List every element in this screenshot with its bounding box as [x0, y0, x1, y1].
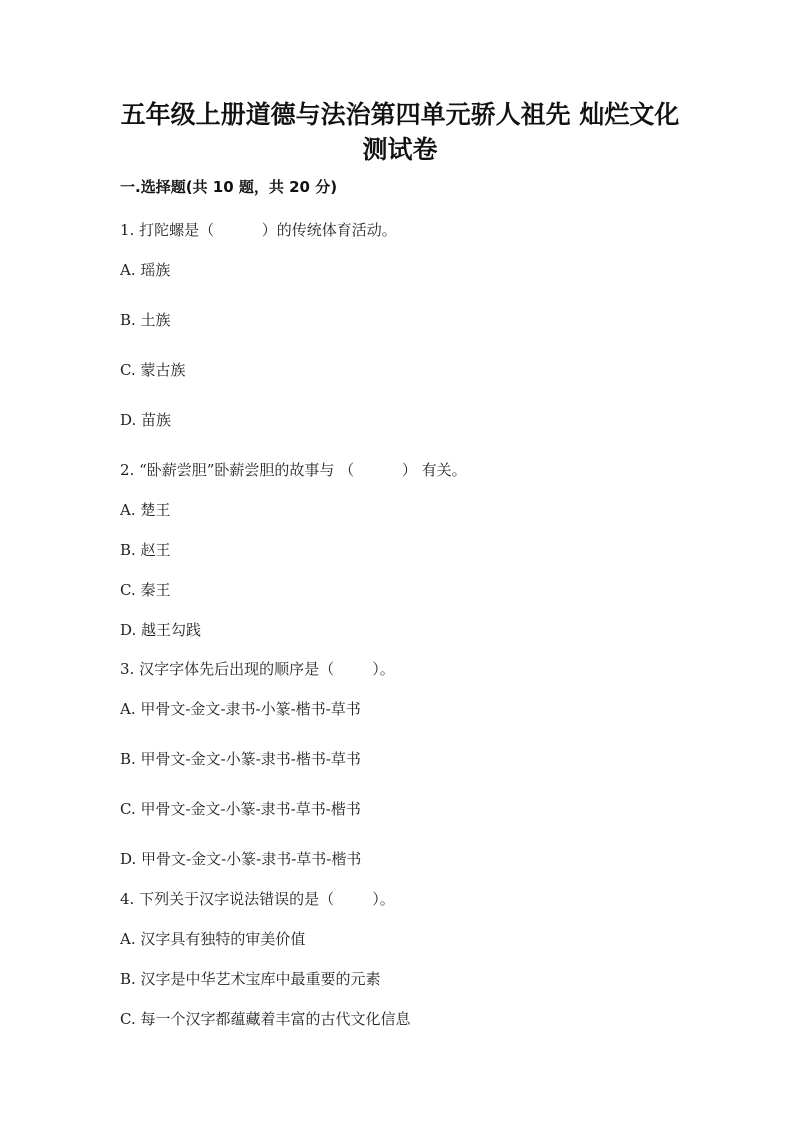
page-title-line2: 测试卷: [362, 135, 438, 164]
question-1-stem: 1. 打陀螺是（ ）的传统体育活动。: [120, 221, 397, 239]
question-3-option-d: D. 甲骨文-金文-小篆-隶书-草书-楷书: [120, 850, 362, 868]
question-2-option-d: D. 越王勾践: [120, 621, 202, 639]
question-2-option-b: B. 赵王: [120, 541, 171, 559]
question-2-stem: 2. “卧薪尝胆”卧薪尝胆的故事与 （ ） 有关。: [120, 461, 467, 479]
question-4-option-c: C. 每一个汉字都蕴藏着丰富的古代文化信息: [120, 1010, 411, 1028]
question-1-option-d: D. 苗族: [120, 411, 172, 429]
question-1-option-b: B. 土族: [120, 311, 171, 329]
page-title-line1: 五年级上册道德与法治第四单元骄人祖先 灿烂文化: [120, 100, 680, 129]
question-1-option-a: A. 瑶族: [120, 261, 171, 279]
question-1-option-c: C. 蒙古族: [120, 361, 186, 379]
question-4-option-b: B. 汉字是中华艺术宝库中最重要的元素: [120, 970, 381, 988]
question-3-option-c: C. 甲骨文-金文-小篆-隶书-草书-楷书: [120, 800, 361, 818]
question-3-option-a: A. 甲骨文-金文-隶书-小篆-楷书-草书: [120, 700, 361, 718]
question-3-option-b: B. 甲骨文-金文-小篆-隶书-楷书-草书: [120, 750, 361, 768]
question-3-stem: 3. 汉字字体先后出现的顺序是（ ）。: [120, 660, 395, 678]
question-4-stem: 4. 下列关于汉字说法错误的是（ ）。: [120, 890, 395, 908]
question-2-option-a: A. 楚王: [120, 501, 171, 519]
section-heading: 一.选择题(共 10 题，共 20 分): [120, 178, 338, 196]
question-4-option-a: A. 汉字具有独特的审美价值: [120, 930, 306, 948]
question-2-option-c: C. 秦王: [120, 581, 171, 599]
